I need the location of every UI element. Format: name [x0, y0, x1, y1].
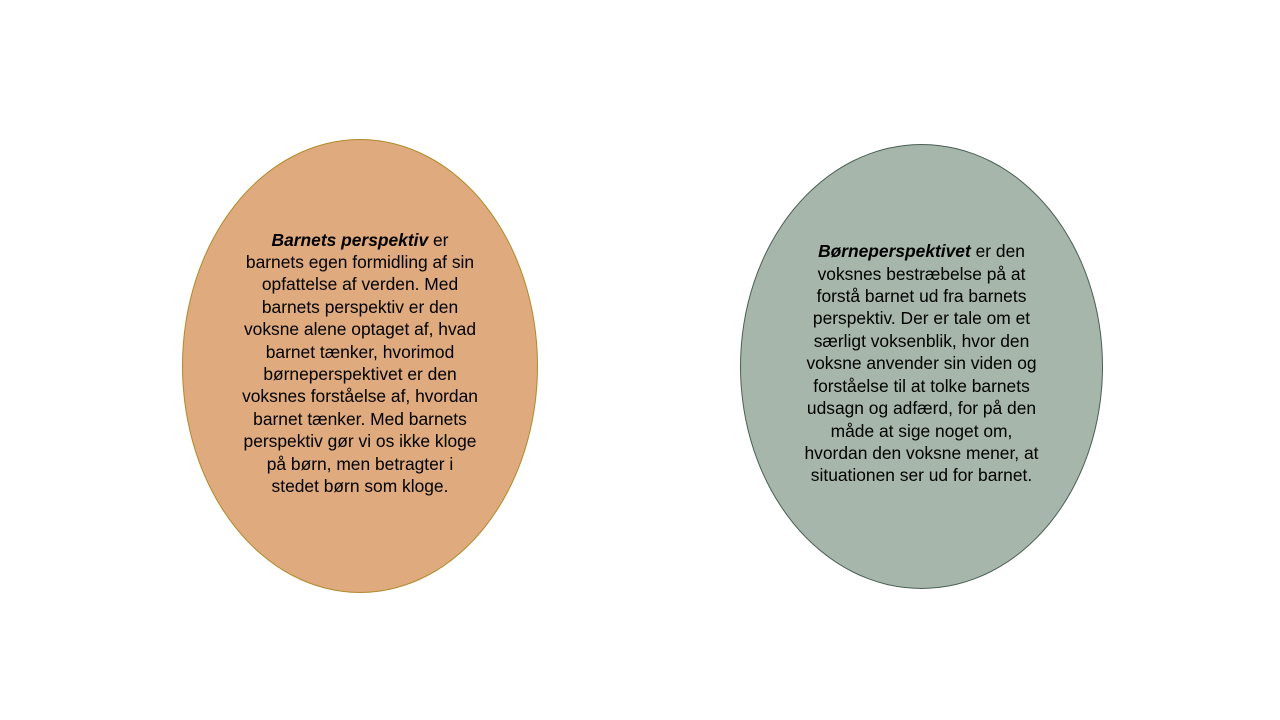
borneperspektivet-text — [802, 240, 1042, 486]
borneperspektivet-term: Børneperspektivet — [818, 241, 971, 262]
borneperspektivet-ellipse — [740, 144, 1103, 589]
barnets-perspektiv-ellipse — [182, 139, 538, 593]
barnets-perspektiv-term: Barnets perspektiv — [271, 229, 429, 250]
borneperspektivet-description: er den voksnes bestræbelse på at forstå barnet ud fra barnets perspektiv. Der er tale om et særligt voksenblik, hvor den voksne anvender sin viden og forståelse til at tolke barnets udsagn og adfærd, for på den måde at sige noget om, hvordan den voksne mener, at situationen ser ud for barnet. — [804, 241, 1039, 486]
barnets-perspektiv-text — [242, 229, 478, 498]
barnets-perspektiv-description: er barnets egen formidling af sin opfattelse af verden. Med barnets perspektiv er den voksne alene optaget af, hvad barnet tænker, hvorimod børneperspektivet er den voksnes forståelse af, hvordan barnet tænker. Med barnets perspektiv gør vi os ikke kloge på børn, men betragter i stedet børn som kloge. — [242, 229, 478, 497]
